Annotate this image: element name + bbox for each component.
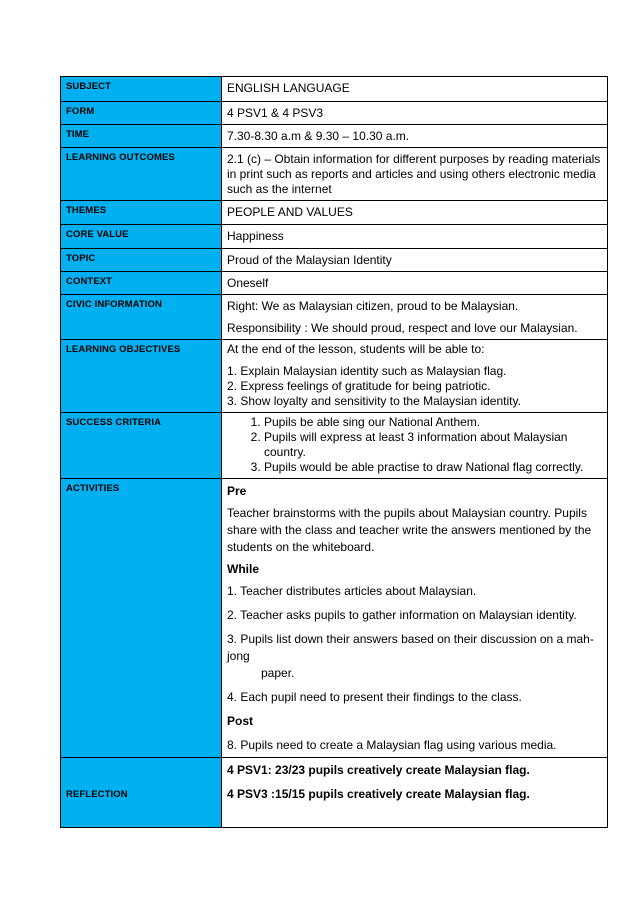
value-learning-objectives: [222, 340, 608, 413]
criteria-item: 2. Pupils will express at least 3 information about Malaysian country.: [264, 430, 603, 460]
value-civic-information: [222, 295, 608, 340]
label-time: TIME: [61, 125, 222, 148]
while-heading: While: [227, 562, 259, 576]
row-time: [61, 125, 608, 148]
criteria-item: 3. Pupils would be able practise to draw National flag correctly.: [264, 460, 603, 475]
row-civic-information: [61, 295, 608, 340]
row-context: [61, 272, 608, 295]
row-themes: [61, 201, 608, 225]
row-activities: [61, 479, 608, 758]
label-learning-objectives: LEARNING OBJECTIVES: [61, 340, 222, 413]
criteria-item: 1. Pupils be able sing our National Anthem.: [264, 415, 603, 430]
row-topic: [61, 249, 608, 272]
objective-item: 1. Explain Malaysian identity such as Malaysian flag.: [227, 364, 507, 378]
reflection-line: 4 PSV1: 23/23 pupils creatively create Malaysian flag.: [227, 763, 530, 777]
success-criteria-list: [227, 415, 603, 475]
post-item: 8. Pupils need to create a Malaysian flag using various media.: [227, 738, 557, 752]
row-learning-objectives: [61, 340, 608, 413]
civic-responsibility: Responsibility : We should proud, respect and love our Malaysian.: [227, 321, 578, 335]
objective-item: 3. Show loyalty and sensitivity to the Malaysian identity.: [227, 394, 521, 408]
reflection-line: 4 PSV3 :15/15 pupils creatively create Malaysian flag.: [227, 787, 530, 801]
label-core-value: CORE VALUE: [61, 225, 222, 249]
label-activities: ACTIVITIES: [61, 479, 222, 758]
label-civic-information: CIVIC INFORMATION: [61, 295, 222, 340]
while-item: 4. Each pupil need to present their findings to the class.: [227, 690, 522, 704]
value-core-value: Happiness: [222, 225, 608, 249]
label-subject: SUBJECT: [61, 77, 222, 102]
value-subject: ENGLISH LANGUAGE: [222, 77, 608, 102]
label-topic: TOPIC: [61, 249, 222, 272]
pre-text: Teacher brainstorms with the pupils about Malaysian country. Pupils share with the class and teacher write the answers mentioned by the students on the whiteboard.: [227, 506, 592, 554]
pre-heading: Pre: [227, 484, 247, 498]
objective-item: 2. Express feelings of gratitude for being patriotic.: [227, 379, 491, 393]
row-reflection: [61, 758, 608, 828]
post-heading: Post: [227, 714, 254, 728]
row-form: [61, 102, 608, 125]
label-learning-outcomes: LEARNING OUTCOMES: [61, 148, 222, 201]
label-reflection: REFLECTION: [61, 758, 222, 828]
label-success-criteria: SUCCESS CRITERIA: [61, 413, 222, 479]
label-form: FORM: [61, 102, 222, 125]
objectives-intro: At the end of the lesson, students will be able to:: [227, 342, 485, 356]
row-success-criteria: [61, 413, 608, 479]
while-item: 3. Pupils list down their answers based on their discussion on a mah-jong: [227, 632, 594, 663]
value-success-criteria: [222, 413, 608, 479]
value-time: 7.30-8.30 a.m & 9.30 – 10.30 a.m.: [222, 125, 608, 148]
value-activities: [222, 479, 608, 758]
value-reflection: [222, 758, 608, 828]
civic-right: Right: We as Malaysian citizen, proud to be Malaysian.: [227, 299, 519, 313]
row-core-value: [61, 225, 608, 249]
value-context: Oneself: [222, 272, 608, 295]
row-subject: [61, 77, 608, 102]
lesson-plan-table: [60, 76, 608, 828]
value-topic: Proud of the Malaysian Identity: [222, 249, 608, 272]
value-learning-outcomes: 2.1 (c) – Obtain information for different purposes by reading materials in print such as reports and articles and using others electronic media such as the internet: [222, 148, 608, 201]
while-item: 2. Teacher asks pupils to gather information on Malaysian identity.: [227, 608, 577, 622]
while-item-continuation: paper.: [261, 666, 295, 680]
label-themes: THEMES: [61, 201, 222, 225]
row-learning-outcomes: [61, 148, 608, 201]
label-context: CONTEXT: [61, 272, 222, 295]
while-item: 1. Teacher distributes articles about Malaysian.: [227, 584, 477, 598]
value-themes: PEOPLE AND VALUES: [222, 201, 608, 225]
value-form: 4 PSV1 & 4 PSV3: [222, 102, 608, 125]
